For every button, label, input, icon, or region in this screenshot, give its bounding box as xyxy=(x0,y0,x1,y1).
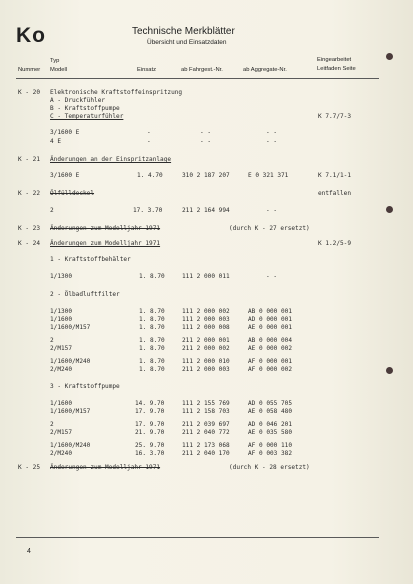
k21-r1-ag: E 0 321 371 xyxy=(248,172,289,179)
table-row-model: 2/M240 xyxy=(50,366,73,373)
k22-title: Ölfülldeckel xyxy=(50,190,95,197)
page-subtitle: Übersicht und Einsatzdaten xyxy=(147,39,227,46)
header-rule xyxy=(16,78,379,79)
table-row-fahrgest: 111 2 000 008 xyxy=(182,324,230,331)
table-row-aggregate: AE 0 058 480 xyxy=(248,408,293,415)
col-modell: Modell xyxy=(50,67,68,73)
k24-title: Änderungen zum Modelljahr 1971 xyxy=(50,240,161,247)
table-row-fahrgest: 211 2 039 697 xyxy=(182,421,230,428)
k23-number: K - 23 xyxy=(18,225,41,232)
k20-r1-model: 3/1600 E xyxy=(50,129,80,136)
k22-r1-model: 2 xyxy=(50,207,54,214)
table-row-fahrgest: 211 2 040 170 xyxy=(182,450,230,457)
table-row-einsatz: 1. 8.70 xyxy=(139,324,165,331)
k20-title: Elektronische Kraftstoffeinspritzung xyxy=(50,89,183,96)
k21-r1-fg: 310 2 187 207 xyxy=(182,172,230,179)
table-row-einsatz: 25. 9.70 xyxy=(135,442,165,449)
k25-note: (durch K - 28 ersetzt) xyxy=(229,464,310,471)
table-row-fahrgest: 111 2 000 010 xyxy=(182,358,230,365)
k23-note: (durch K - 27 ersetzt) xyxy=(229,225,310,232)
table-row-model: 2 xyxy=(50,337,54,344)
table-row-fahrgest: 111 2 173 068 xyxy=(182,442,230,449)
table-row-fahrgest: 211 2 000 003 xyxy=(182,366,230,373)
k25-number: K - 25 xyxy=(18,464,41,471)
table-row-fahrgest: 111 2 000 003 xyxy=(182,316,230,323)
table-row-model: 1/1600/M157 xyxy=(50,408,91,415)
table-row-aggregate: AB 0 000 004 xyxy=(248,337,293,344)
k24-number: K - 24 xyxy=(18,240,41,247)
k24-s1-r1-ag: - - xyxy=(266,273,278,280)
k24-s1-r1-einsatz: 1. 8.70 xyxy=(139,273,165,280)
table-row-einsatz: 21. 9.70 xyxy=(135,429,165,436)
table-row-model: 1/1600/M240 xyxy=(50,442,91,449)
k20-item-b: B - Kraftstoffpumpe xyxy=(50,105,120,112)
k20-r2-einsatz: - xyxy=(147,138,151,145)
k23-title: Änderungen zum Modelljahr 1971 xyxy=(50,225,161,232)
footer-rule xyxy=(16,537,379,538)
table-row-einsatz: 1. 8.70 xyxy=(139,358,165,365)
col-fahrgest: ab Fahrgest.-Nr. xyxy=(181,67,223,73)
k20-r2-model: 4 E xyxy=(50,138,62,145)
table-row-aggregate: AE 0 000 002 xyxy=(248,345,293,352)
logo: Ko xyxy=(16,24,46,47)
k20-ref: K 7.7/7-3 xyxy=(318,113,352,120)
page-number: 4 xyxy=(27,548,31,555)
k20-r1-fg: - - xyxy=(200,129,212,136)
k20-item-a: A - Druckfühler xyxy=(50,97,106,104)
table-row-aggregate: AB 0 000 001 xyxy=(248,308,293,315)
table-row-aggregate: AF 0 003 382 xyxy=(248,450,293,457)
table-row-einsatz: 14. 9.70 xyxy=(135,400,165,407)
k20-r1-einsatz: - xyxy=(147,129,151,136)
k20-r1-ag: - - xyxy=(266,129,278,136)
k20-r2-fg: - - xyxy=(200,138,212,145)
k22-r1-fg: 211 2 164 994 xyxy=(182,207,230,214)
k20-item-c: C - Temperaturfühler xyxy=(50,113,124,120)
k21-number: K - 21 xyxy=(18,156,41,163)
table-row-aggregate: AD 0 046 201 xyxy=(248,421,293,428)
table-row-aggregate: AE 0 035 580 xyxy=(248,429,293,436)
table-row-einsatz: 16. 3.70 xyxy=(135,450,165,457)
k25-title: Änderungen zum Modelljahr 1971 xyxy=(50,464,161,471)
page-title: Technische Merkblätter xyxy=(132,26,235,37)
table-row-einsatz: 1. 8.70 xyxy=(139,316,165,323)
k22-number: K - 22 xyxy=(18,190,41,197)
table-row-model: 2/M240 xyxy=(50,450,73,457)
table-row-fahrgest: 211 2 000 001 xyxy=(182,337,230,344)
k24-section-1: 1 - Kraftstoffbehälter xyxy=(50,256,131,263)
k24-section-3: 3 - Kraftstoffpumpe xyxy=(50,383,120,390)
col-eingearbeitet-1: Eingearbeitet xyxy=(317,57,352,63)
k22-r1-einsatz: 17. 3.70 xyxy=(133,207,163,214)
k20-r2-ag: - - xyxy=(266,138,278,145)
table-row-einsatz: 17. 9.70 xyxy=(135,421,165,428)
col-nummer: Nummer xyxy=(18,67,41,73)
k24-s1-r1-model: 1/1300 xyxy=(50,273,73,280)
k22-r1-ag: - - xyxy=(266,207,278,214)
table-row-einsatz: 1. 8.70 xyxy=(139,337,165,344)
col-aggregate: ab Aggregate-Nr. xyxy=(243,67,287,73)
table-row-model: 2 xyxy=(50,421,54,428)
table-row-fahrgest: 111 2 158 703 xyxy=(182,408,230,415)
table-row-model: 2/M157 xyxy=(50,429,73,436)
table-row-model: 1/1600/M240 xyxy=(50,358,91,365)
table-row-aggregate: AF 0 000 001 xyxy=(248,358,293,365)
table-row-model: 1/1600 xyxy=(50,316,73,323)
k21-r1-model: 3/1600 E xyxy=(50,172,80,179)
k24-ref: K 1.2/5-9 xyxy=(318,240,352,247)
k20-number: K - 20 xyxy=(18,89,41,96)
table-row-aggregate: AD 0 055 705 xyxy=(248,400,293,407)
table-row-fahrgest: 111 2 000 002 xyxy=(182,308,230,315)
table-row-model: 1/1300 xyxy=(50,308,73,315)
table-row-fahrgest: 211 2 040 772 xyxy=(182,429,230,436)
k24-section-2: 2 - Ölbadluftfilter xyxy=(50,291,120,298)
table-row-model: 1/1600/M157 xyxy=(50,324,91,331)
table-row-fahrgest: 111 2 155 769 xyxy=(182,400,230,407)
col-eingearbeitet-2: Leitfaden Seite xyxy=(317,66,356,72)
table-row-model: 1/1600 xyxy=(50,400,73,407)
table-row-aggregate: AD 0 000 001 xyxy=(248,316,293,323)
k21-ref: K 7.1/1-1 xyxy=(318,172,352,179)
table-row-aggregate: AF 0 000 110 xyxy=(248,442,293,449)
k24-s1-r1-fg: 111 2 000 011 xyxy=(182,273,230,280)
col-einsatz: Einsatz xyxy=(137,67,157,73)
table-row-einsatz: 1. 8.70 xyxy=(139,366,165,373)
table-row-model: 2/M157 xyxy=(50,345,73,352)
punch-hole-bottom xyxy=(386,367,393,374)
k21-title: Änderungen an der Einspritzanlage xyxy=(50,156,172,163)
table-row-einsatz: 17. 9.70 xyxy=(135,408,165,415)
k21-r1-einsatz: 1. 4.70 xyxy=(137,172,163,179)
table-row-aggregate: AE 0 000 001 xyxy=(248,324,293,331)
punch-hole-middle xyxy=(386,206,393,213)
table-row-aggregate: AF 0 000 002 xyxy=(248,366,293,373)
k22-ref: entfallen xyxy=(318,190,352,197)
col-typ: Typ xyxy=(50,58,60,64)
table-row-einsatz: 1. 8.70 xyxy=(139,308,165,315)
punch-hole-top xyxy=(386,53,393,60)
table-row-fahrgest: 211 2 000 002 xyxy=(182,345,230,352)
table-row-einsatz: 1. 8.70 xyxy=(139,345,165,352)
